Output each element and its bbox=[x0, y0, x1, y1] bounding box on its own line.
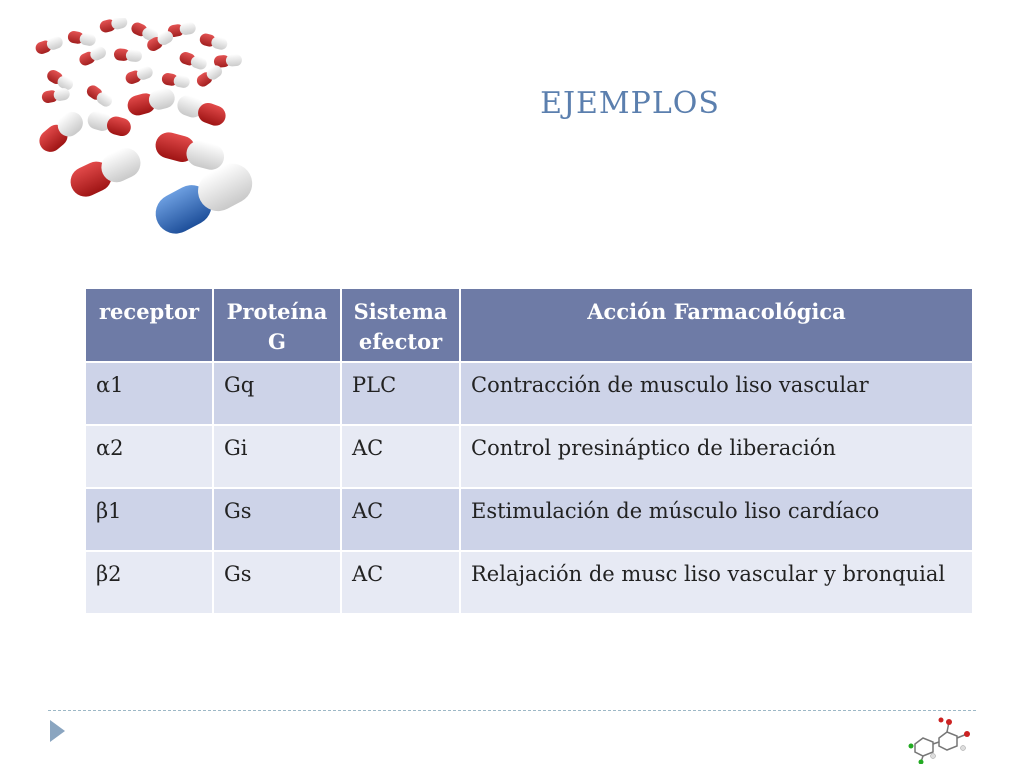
molecule-icon bbox=[905, 716, 975, 764]
triangle-right-icon[interactable] bbox=[50, 720, 65, 742]
cell-action: Contracción de musculo liso vascular bbox=[460, 362, 973, 425]
header-action-label: Acción Farmacológica bbox=[587, 299, 846, 324]
blue-capsule bbox=[149, 157, 260, 241]
table-row bbox=[85, 425, 973, 488]
cell-receptor: β2 bbox=[85, 551, 213, 614]
footer-divider bbox=[48, 710, 976, 711]
cell-protein: Gq bbox=[213, 362, 341, 425]
cell-protein: Gi bbox=[213, 425, 341, 488]
cell-system: AC bbox=[341, 551, 460, 614]
cell-system: PLC bbox=[341, 362, 460, 425]
table-row bbox=[85, 551, 973, 614]
header-pharmacological-action bbox=[460, 288, 973, 362]
header-system-line2: efector bbox=[358, 329, 443, 354]
cell-system: AC bbox=[341, 425, 460, 488]
cell-system: AC bbox=[341, 488, 460, 551]
header-system-line1: Sistema bbox=[353, 299, 448, 324]
cell-action: Control presináptico de liberación bbox=[460, 425, 973, 488]
pills-image bbox=[28, 18, 268, 248]
header-protein-line1: Proteína bbox=[226, 299, 328, 324]
header-effector-system bbox=[341, 288, 460, 362]
cell-receptor: α1 bbox=[85, 362, 213, 425]
header-receptor bbox=[85, 288, 213, 362]
cell-protein: Gs bbox=[213, 488, 341, 551]
table-row bbox=[85, 362, 973, 425]
cell-receptor: β1 bbox=[85, 488, 213, 551]
cell-action: Estimulación de músculo liso cardíaco bbox=[460, 488, 973, 551]
cell-action: Relajación de musc liso vascular y bronquial bbox=[460, 551, 973, 614]
table-row bbox=[85, 488, 973, 551]
receptors-table bbox=[84, 287, 974, 615]
header-receptor-label: receptor bbox=[98, 299, 200, 324]
slide-title: EJEMPLOS bbox=[540, 86, 720, 121]
cell-protein: Gs bbox=[213, 551, 341, 614]
header-protein-line2: G bbox=[268, 329, 286, 354]
cell-receptor: α2 bbox=[85, 425, 213, 488]
table-header-row bbox=[85, 288, 973, 362]
header-protein-g bbox=[213, 288, 341, 362]
